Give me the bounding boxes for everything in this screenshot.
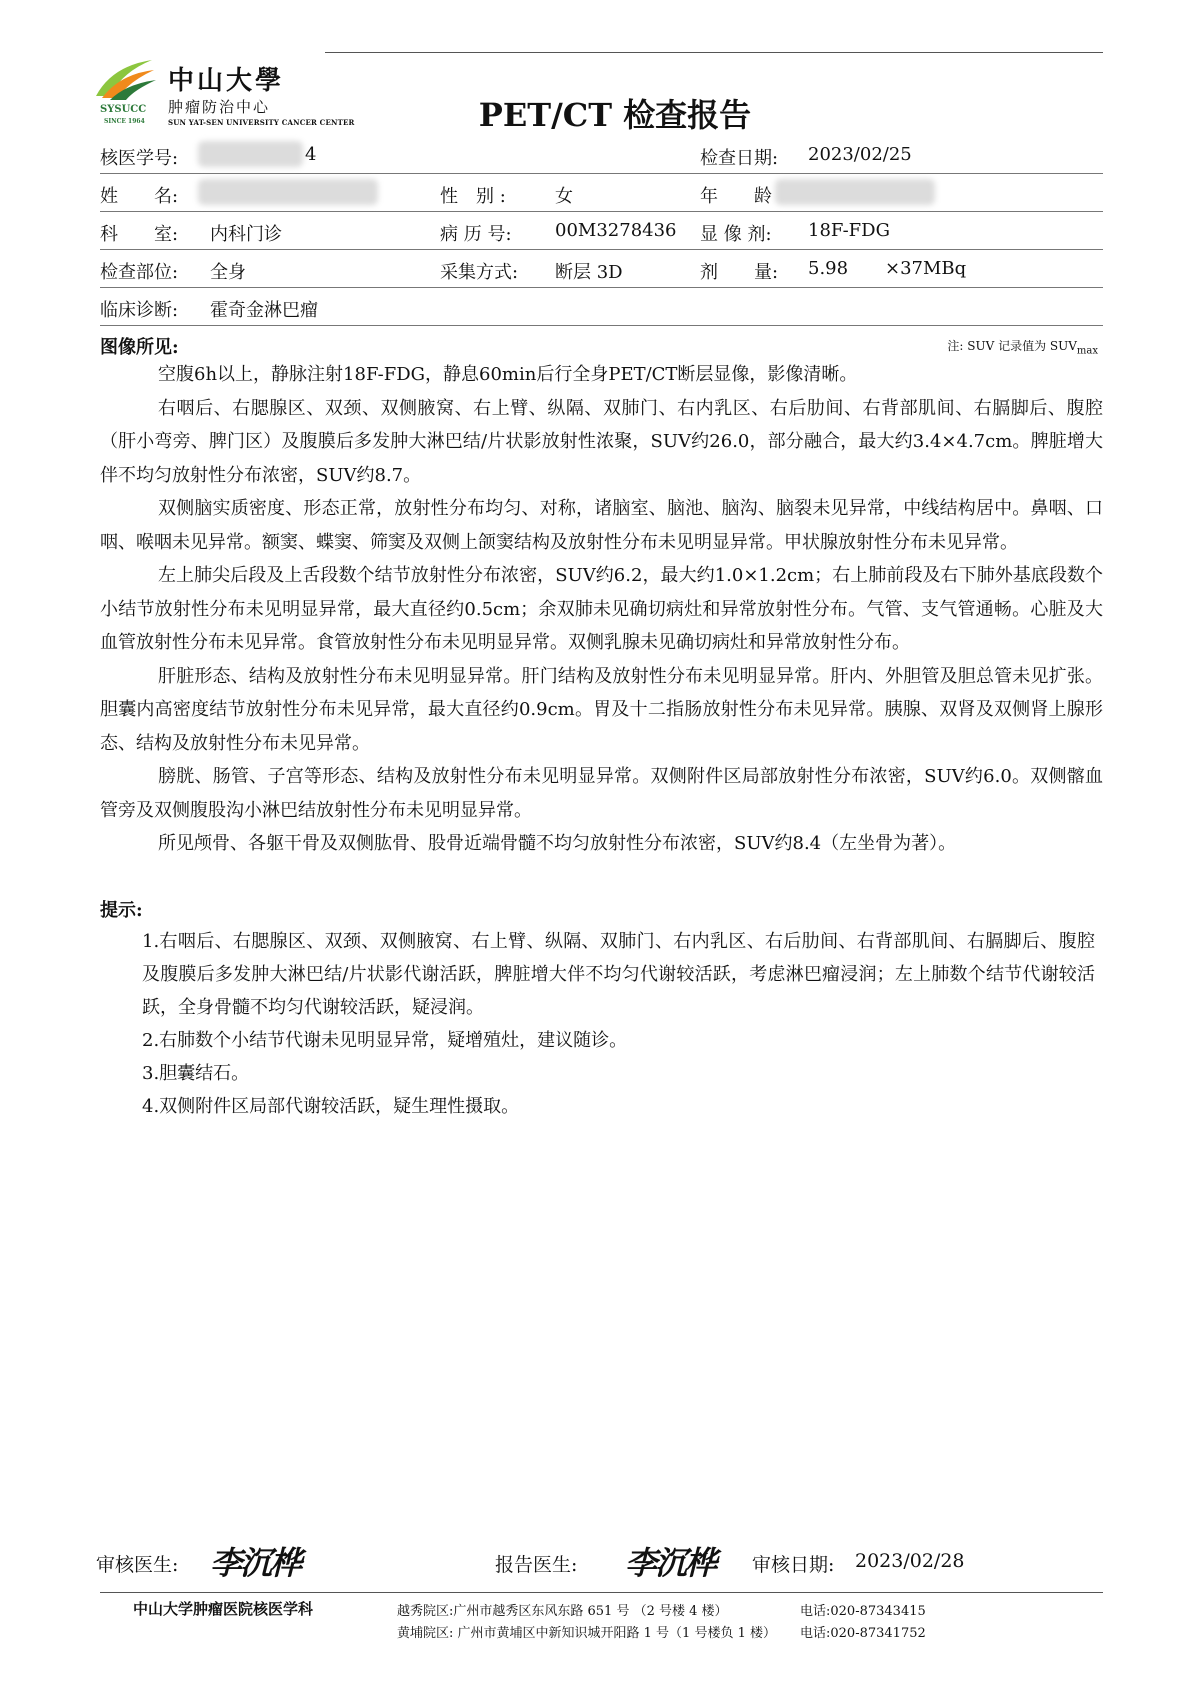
- report-title: PET/CT 检查报告: [478, 96, 752, 134]
- suv-note-sub: max: [1076, 345, 1098, 357]
- diag-value: 霍奇金淋巴瘤: [210, 300, 318, 321]
- tip-item: 4.双侧附件区局部代谢较活跃，疑生理性摄取。: [142, 1096, 520, 1117]
- tips-heading: 提示:: [100, 900, 143, 921]
- dose-unit: ×37MBq: [885, 258, 967, 279]
- site-label: 检查部位:: [100, 262, 179, 283]
- tip-item: 1.右咽后、右腮腺区、双颈、双侧腋窝、右上臂、纵隔、双肺门、右内乳区、右后肋间、右背部肌间、右膈脚后、腹腔及腹膜后多发肿大淋巴结/片状影代谢活跃，脾脏增大伴不均匀代谢较活跃，考虑淋巴瘤浸润；左上肺数个结节代谢较活跃，全身骨髓不均匀代谢较活跃，疑浸润。: [142, 931, 1095, 1018]
- tip-item: 2.右肺数个小结节代谢未见明显异常，疑增殖灶，建议随诊。: [142, 1030, 628, 1051]
- age-label: 年 龄: [700, 186, 772, 207]
- footer-address-1: 越秀院区:广州市越秀区东风东路 651 号 （2 号楼 4 楼）: [397, 1604, 728, 1619]
- record-value: 00M3278436: [555, 220, 677, 241]
- record-label: 病 历 号:: [440, 224, 512, 245]
- sex-label: 性 别 :: [440, 186, 506, 207]
- redacted-age: [775, 179, 935, 205]
- header-rule: [325, 52, 1103, 53]
- logo-sysucc: SYSUCC: [100, 104, 147, 115]
- exam-date-label: 检查日期:: [700, 148, 779, 169]
- redacted-name: [198, 179, 378, 205]
- agent-label: 显 像 剂:: [700, 224, 772, 245]
- reviewer-label: 审核医生:: [96, 1554, 179, 1576]
- footer-phone-1: 电话:020-87343415: [800, 1604, 926, 1619]
- site-value: 全身: [210, 262, 246, 283]
- info-row-2: [100, 173, 1103, 212]
- dose-label: 剂 量:: [700, 262, 779, 283]
- info-row-3: [100, 211, 1103, 250]
- reviewer-signature: 李沉桦: [210, 1544, 301, 1582]
- findings-heading: 图像所见:: [100, 337, 179, 358]
- findings-paragraph: 膀胱、肠管、子宫等形态、结构及放射性分布未见明显异常。双侧附件区局部放射性分布浓密，SUV约6.0。双侧髂血管旁及双侧腹股沟小淋巴结放射性分布未见明显异常。: [100, 766, 1103, 821]
- dept-label: 科 室:: [100, 224, 179, 245]
- info-row-1: [100, 135, 1103, 174]
- exam-date-value: 2023/02/25: [808, 144, 912, 165]
- name-label: 姓 名:: [100, 186, 179, 207]
- tips-body: [142, 925, 1103, 1123]
- footer-phone-2: 电话:020-87341752: [800, 1626, 926, 1641]
- logo-since: SINCE 1964: [104, 118, 145, 125]
- footer-rule: [100, 1592, 1103, 1593]
- acq-value: 断层 3D: [555, 262, 623, 283]
- review-date-value: 2023/02/28: [855, 1550, 965, 1572]
- footer-dept-name: 中山大学肿瘤医院核医学科: [133, 1600, 314, 1618]
- acq-label: 采集方式:: [440, 262, 519, 283]
- reporter-signature: 李沉桦: [625, 1544, 716, 1582]
- logo-university-name: 中山大學: [168, 66, 285, 96]
- footer-address-2: 黄埔院区: 广州市黄埔区中新知识城开阳路 1 号（1 号楼负 1 楼）: [397, 1626, 776, 1641]
- tip-item: 3.胆囊结石。: [142, 1063, 250, 1084]
- redacted-exam-no: [198, 141, 303, 167]
- exam-no-label: 核医学号:: [100, 148, 179, 169]
- findings-paragraph: 肝脏形态、结构及放射性分布未见明显异常。肝门结构及放射性分布未见明显异常。肝内、外胆管及胆总管未见扩张。胆囊内高密度结节放射性分布未见异常，最大直径约0.9cm。胃及十二指肠放射性分布未见异常。胰腺、双肾及双侧肾上腺形态、结构及放射性分布未见异常。: [100, 665, 1103, 754]
- exam-no-value: 4: [305, 144, 317, 165]
- sex-value: 女: [555, 186, 573, 207]
- findings-body: [100, 358, 1103, 861]
- diag-label: 临床诊断:: [100, 300, 179, 321]
- agent-value: 18F-FDG: [808, 220, 890, 241]
- dept-value: 内科门诊: [210, 224, 282, 245]
- logo-english-name: SUN YAT-SEN UNIVERSITY CANCER CENTER: [168, 118, 355, 127]
- logo-center-name: 肿瘤防治中心: [168, 98, 271, 116]
- findings-paragraph: 双侧脑实质密度、形态正常，放射性分布均匀、对称，诸脑室、脑池、脑沟、脑裂未见异常，中线结构居中。鼻咽、口咽、喉咽未见异常。额窦、蝶窦、筛窦及双侧上颌窦结构及放射性分布未见明显异常。甲状腺放射性分布未见异常。: [100, 498, 1103, 553]
- review-date-label: 审核日期:: [752, 1554, 835, 1576]
- info-row-5: [100, 287, 1103, 326]
- suv-note: [947, 337, 1098, 356]
- findings-paragraph: 左上肺尖后段及上舌段数个结节放射性分布浓密，SUV约6.2，最大约1.0×1.2cm；右上肺前段及右下肺外基底段数个小结节放射性分布未见明显异常，最大直径约0.5cm；余双肺未见确切病灶和异常放射性分布。气管、支气管通畅。心脏及大血管放射性分布未见异常。食管放射性分布未见明显异常。双侧乳腺未见确切病灶和异常放射性分布。: [100, 565, 1103, 653]
- reporter-label: 报告医生:: [495, 1554, 578, 1576]
- findings-paragraph: 空腹6h以上，静脉注射18F-FDG，静息60min后行全身PET/CT断层显像，影像清晰。: [158, 364, 858, 385]
- findings-paragraph: 所见颅骨、各躯干骨及双侧肱骨、股骨近端骨髓不均匀放射性分布浓密，SUV约8.4（左坐骨为著）。: [158, 833, 957, 854]
- info-row-4: [100, 249, 1103, 288]
- findings-paragraph: 右咽后、右腮腺区、双颈、双侧腋窝、右上臂、纵隔、双肺门、右内乳区、右后肋间、右背部肌间、右膈脚后、腹腔（肝小弯旁、脾门区）及腹膜后多发肿大淋巴结/片状影放射性浓聚，SUV约26.0，部分融合，最大约3.4×4.7cm。脾脏增大伴不均匀放射性分布浓密，SUV约8.7。: [100, 397, 1103, 486]
- suv-note-text: 注: SUV 记录值为 SUV: [947, 339, 1077, 353]
- dose-value: 5.98: [808, 258, 849, 279]
